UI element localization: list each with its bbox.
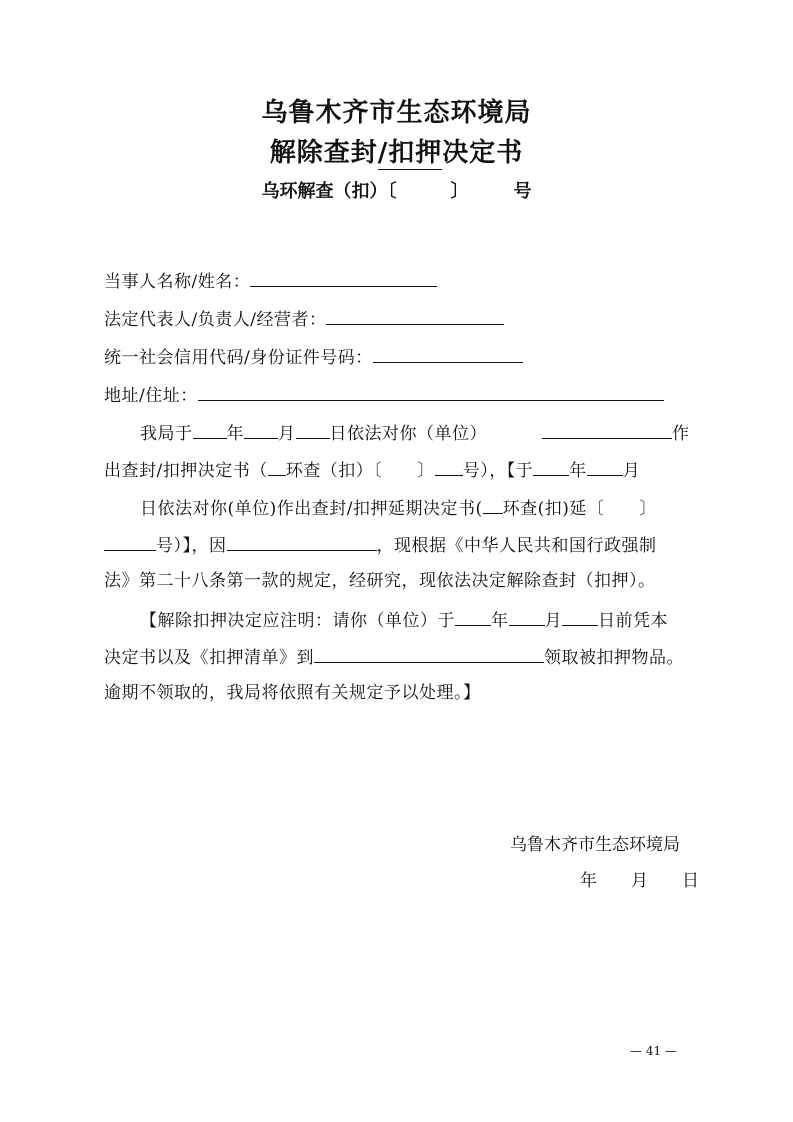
month-blank[interactable] — [587, 459, 623, 476]
text-segment: 【解除扣押决定应注明：请你（单位）于 — [140, 611, 455, 631]
legal-rep-label: 法定代表人/负责人/经营者： — [104, 310, 327, 330]
credit-code-label: 统一社会信用代码/身份证件号码： — [104, 348, 373, 368]
credit-code-blank[interactable] — [373, 346, 523, 363]
body-line-1-end — [542, 422, 690, 444]
text-segment: 出查封/扣押决定书（ — [104, 461, 268, 481]
text-segment: 年 — [491, 611, 509, 631]
title-part-slash: / — [377, 138, 389, 168]
body-line-5: 法》第二十八条第一款的规定，经研究，现依法决定解除查封（扣押）。 — [104, 571, 656, 591]
number-blank[interactable] — [104, 534, 156, 551]
document-title-line1: 乌鲁木齐市生态环境局 — [261, 98, 532, 128]
text-segment: 日依法对你(单位)作出查封/扣押延期决定书( — [140, 499, 483, 519]
signature-date: 年 月 日 — [580, 871, 699, 891]
credit-code-row — [104, 346, 523, 368]
body-line-4 — [104, 534, 657, 556]
party-name-row — [104, 270, 437, 292]
body-line-2 — [104, 459, 640, 481]
address-label: 地址/住址： — [104, 386, 198, 406]
day-blank[interactable] — [296, 422, 330, 439]
text-segment: 环查(扣)延〔 〕 — [502, 499, 657, 519]
reason-blank[interactable] — [227, 534, 377, 551]
title-part-detain: 扣押 — [388, 138, 443, 168]
text-segment: 号）】，因 — [156, 536, 227, 556]
text-segment: 作 — [672, 424, 690, 444]
body-line-3 — [140, 497, 657, 519]
text-segment: ，现根据《中华人民共和国行政强制 — [376, 536, 657, 556]
year-blank[interactable] — [533, 459, 569, 476]
party-blank[interactable] — [542, 422, 672, 439]
month-blank[interactable] — [509, 609, 545, 626]
document-title-line2 — [0, 132, 793, 169]
signature-org: 乌鲁木齐市生态环境局 — [510, 835, 680, 855]
text-segment: 决定书以及《扣押清单》到 — [104, 648, 314, 668]
legal-rep-row — [104, 308, 504, 330]
text-segment: 年 — [226, 424, 244, 444]
address-row — [104, 384, 664, 406]
title-part-seal: 解除查封 — [269, 138, 378, 168]
body-line-6 — [140, 609, 668, 631]
text-segment: 我局于 — [140, 424, 193, 444]
page-number: — 41 — — [630, 1044, 677, 1058]
text-segment: 月 — [278, 424, 296, 444]
text-segment: 日前凭本 — [598, 611, 668, 631]
party-name-label: 当事人名称/姓名： — [104, 272, 251, 292]
year-blank[interactable] — [193, 422, 227, 439]
text-segment: 年 — [569, 461, 587, 481]
number-blank[interactable] — [435, 459, 463, 476]
address-blank[interactable] — [198, 384, 664, 401]
document-number: 乌环解查（扣）〔 〕 号 — [261, 181, 532, 202]
party-name-blank[interactable] — [250, 270, 437, 287]
text-segment: 月 — [622, 461, 641, 481]
title-part-decision: 决定书 — [442, 138, 524, 168]
body-line-1 — [140, 422, 487, 444]
prefix-blank[interactable] — [483, 497, 503, 514]
text-segment: 号），【于 — [462, 461, 534, 481]
location-blank[interactable] — [314, 646, 544, 663]
legal-rep-blank[interactable] — [326, 308, 504, 325]
text-segment: 环查（扣）〔 〕 — [285, 461, 435, 481]
day-blank[interactable] — [562, 609, 598, 626]
year-blank[interactable] — [455, 609, 491, 626]
text-segment: 日依法对你（单位） — [329, 424, 487, 444]
text-segment: 领取被扣押物品。 — [544, 648, 684, 668]
body-line-7 — [104, 646, 684, 668]
prefix-blank[interactable] — [268, 459, 286, 476]
month-blank[interactable] — [244, 422, 278, 439]
body-line-8: 逾期不领取的，我局将依照有关规定予以处理。】 — [104, 683, 481, 703]
text-segment: 月 — [544, 611, 562, 631]
